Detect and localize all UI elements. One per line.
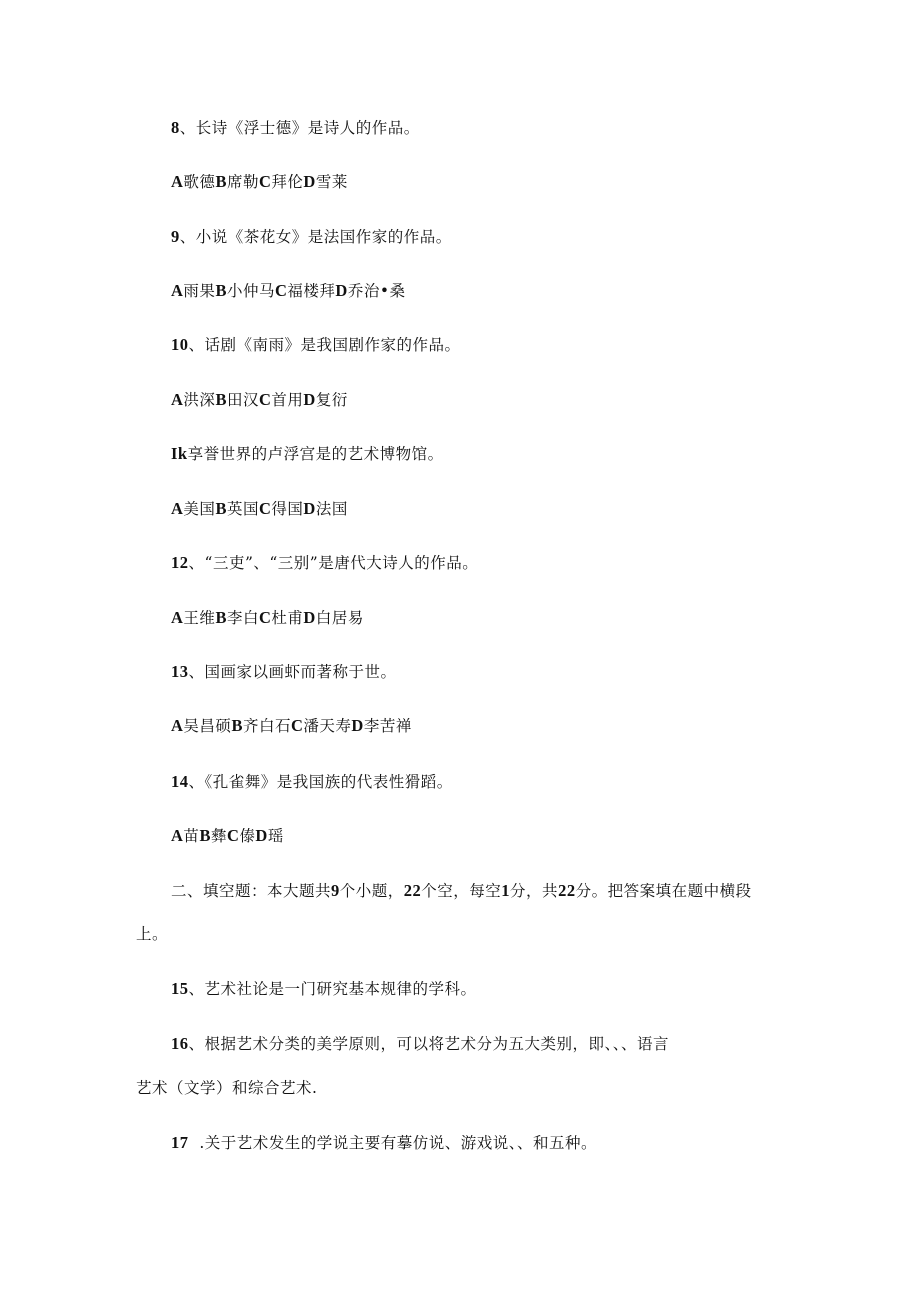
question-text: 话剧《南雨》是我国剧作家的作品。 [204,336,461,354]
question-text: 根据艺术分类的美学原则，可以将艺术分为五大类别，即、、、语言 [204,1035,670,1053]
question-number: 14 [171,772,189,791]
option-letter: A [171,826,184,845]
question-14 [171,772,453,792]
option-text: 齐白石 [242,717,291,735]
question-number: 15 [171,979,189,998]
question-number: 16 [171,1034,189,1053]
question-9 [171,227,452,247]
total-points: 22 [558,881,576,900]
option-text: 英国 [226,500,259,518]
question-separator: 、 [188,663,205,681]
options-14 [171,826,284,846]
question-text: 长诗《浮士德》是诗人的作品。 [195,119,420,137]
section-heading-text: 分。把答案填在题中横段 [575,882,752,900]
options-12 [171,608,364,628]
question-text: 小说《茶花女》是法国作家的作品。 [195,228,452,246]
option-letter: D [303,499,316,518]
section-heading-continuation [136,924,168,944]
points-per-blank: 1 [501,881,511,900]
section-heading-text: 个空，每空 [421,882,502,900]
option-letter: D [351,716,364,735]
option-text: 田汉 [226,391,259,409]
blank-count: 22 [403,881,422,900]
question-number: 8 [171,118,180,137]
question-text: 关于艺术发生的学说主要有摹仿说、游戏说、、和五种。 [204,1134,598,1152]
option-text: 首用 [271,391,304,409]
option-letter: C [258,390,272,409]
option-letter: C [258,172,272,191]
question-number: 12 [171,553,189,572]
question-16 [171,1034,669,1054]
option-text: 小仲马 [226,282,275,300]
section-heading-text: 个小题， [339,882,404,900]
question-number: 10 [171,335,189,354]
option-text: 王维 [183,609,216,627]
option-text: 席勒 [226,173,259,191]
option-letter: B [215,281,227,300]
question-separator: . [188,1134,205,1152]
question-8 [171,118,420,138]
option-letter: D [255,826,268,845]
option-text: 复衍 [315,391,348,409]
question-10 [171,335,461,355]
option-text: 傣 [239,827,256,845]
option-text: 白居易 [315,609,364,627]
option-text: 洪深 [183,391,216,409]
option-letter: B [215,390,227,409]
option-text: 苗 [183,827,200,845]
question-number: 13 [171,662,189,681]
option-text: 雨果 [183,282,216,300]
question-11 [171,444,444,464]
option-letter: C [258,608,272,627]
question-15 [171,979,477,999]
options-9 [171,281,405,301]
section-heading-text: 分，共 [510,882,559,900]
question-separator: 、 [179,228,196,246]
option-text: 法国 [315,500,348,518]
section-heading-text: 二、填空题：本大题共 [171,882,332,900]
option-letter: B [199,826,211,845]
option-text: 雪莱 [315,173,348,191]
question-number: 9 [171,227,180,246]
question-number: Ik [171,444,188,463]
option-text: 美国 [183,500,216,518]
section-heading-text: 上。 [136,925,169,943]
options-13 [171,716,412,736]
option-text: 李苦禅 [363,717,412,735]
question-13 [171,662,397,682]
question-count: 9 [331,881,340,900]
option-letter: C [274,281,288,300]
option-letter: D [335,281,348,300]
option-letter: B [215,499,227,518]
option-letter: D [303,172,316,191]
option-letter: D [303,608,316,627]
option-text: 乔治•桑 [347,282,406,300]
option-letter: D [303,390,316,409]
option-letter: A [171,172,184,191]
option-letter: A [171,716,184,735]
options-8 [171,172,348,192]
question-17 [171,1133,597,1153]
section-heading [171,881,752,901]
question-text: 国画家以画虾而著称于世。 [204,663,397,681]
option-text: 瑶 [267,827,284,845]
option-letter: B [231,716,243,735]
option-text: 杜甫 [271,609,304,627]
question-12 [171,553,478,573]
option-text: 福楼拜 [287,282,336,300]
option-text: 歌德 [183,173,216,191]
option-letter: A [171,390,184,409]
question-number: 17 [171,1133,189,1152]
option-letter: C [258,499,272,518]
option-letter: A [171,499,184,518]
question-separator: 、 [188,336,205,354]
options-10 [171,390,348,410]
option-letter: A [171,281,184,300]
option-letter: C [226,826,240,845]
question-text: 艺术（文学）和综合艺术. [136,1079,318,1097]
option-letter: A [171,608,184,627]
option-letter: B [215,608,227,627]
option-text: 吴昌硕 [183,717,232,735]
option-text: 得国 [271,500,304,518]
question-text: 享誉世界的卢浮宫是的艺术博物馆。 [187,445,444,463]
option-text: 拜伦 [271,173,304,191]
question-separator: 、 [188,980,205,998]
question-separator: 、 [179,119,196,137]
question-16-continuation [136,1078,317,1098]
question-text: 《孔雀舞》是我国族的代表性猾蹈。 [204,773,453,791]
option-letter: B [215,172,227,191]
question-text: 艺术社论是一门研究基本规律的学科。 [204,980,477,998]
option-text: 李白 [226,609,259,627]
question-text: “三吏”、“三别”是唐代大诗人的作品。 [204,554,479,572]
option-text: 彝 [210,827,227,845]
question-separator: 、 [188,1035,205,1053]
question-separator: 、 [188,554,205,572]
option-text: 潘天寿 [303,717,352,735]
option-letter: C [290,716,304,735]
options-11 [171,499,348,519]
question-separator: 、 [188,773,205,791]
